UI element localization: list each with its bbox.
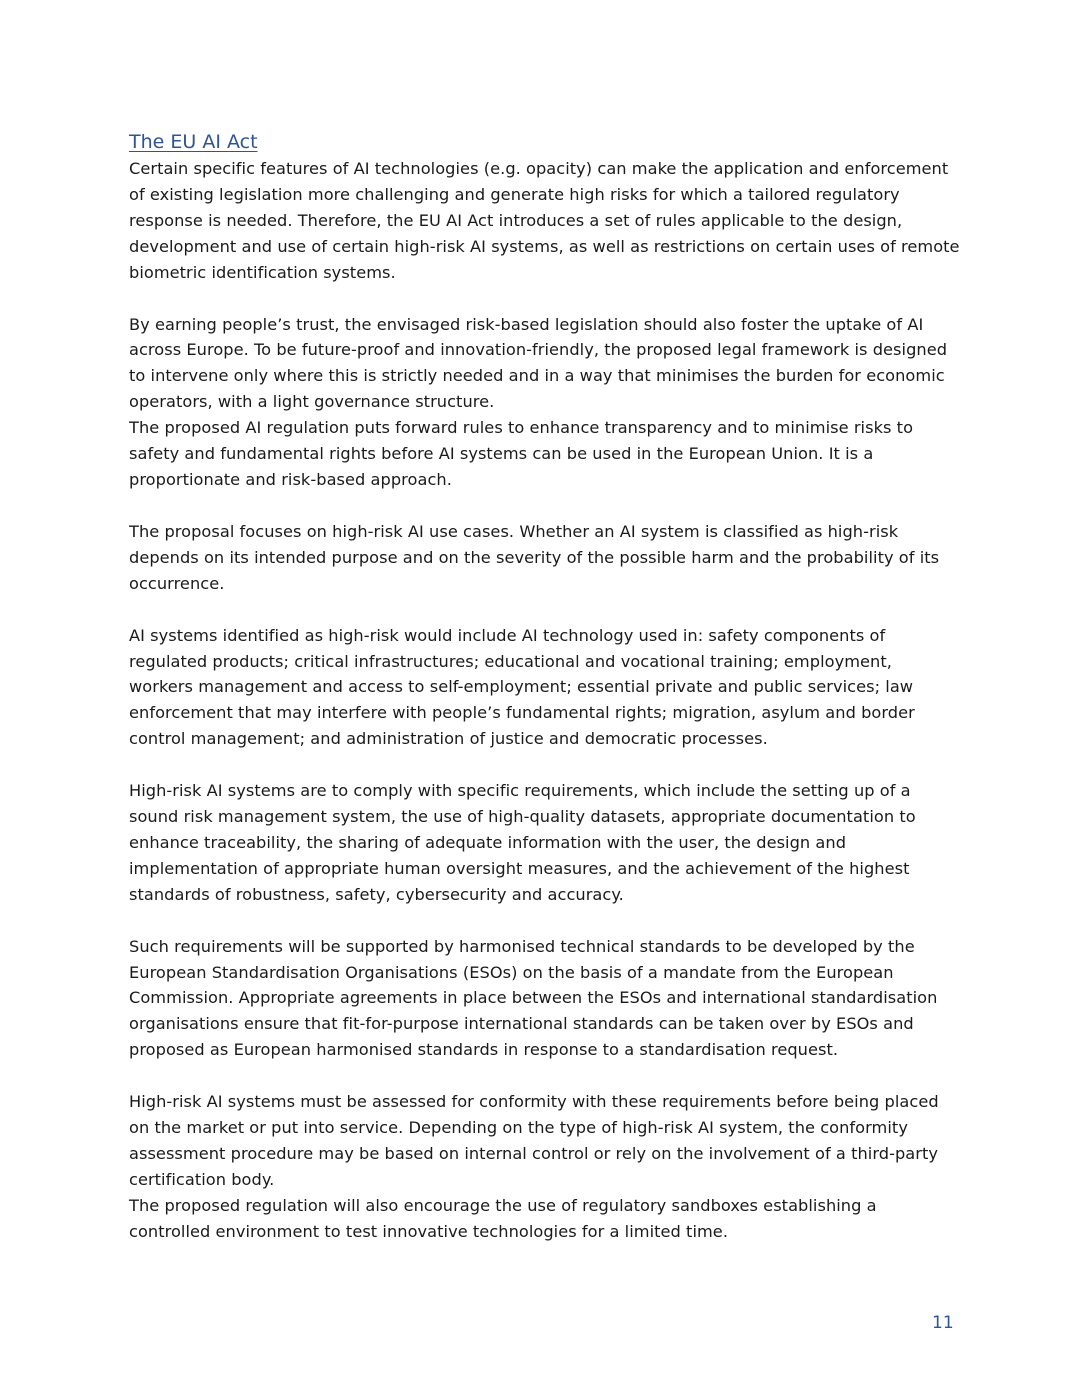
paragraph-group: [129, 778, 961, 908]
paragraph: The proposal focuses on high-risk AI use cases. Whether an AI system is classified as high-risk depends on its intended purpose and on the severity of the possible harm and the probability of its occurrence.: [129, 521, 940, 593]
paragraph-group: [129, 312, 961, 493]
page-content: [129, 128, 961, 1271]
page-number: 11: [932, 1313, 954, 1333]
body-text: [129, 156, 961, 1245]
paragraph: High-risk AI systems are to comply with specific requirements, which include the setting up of a sound risk management system, the use of high-quality datasets, appropriate documentation to enhance traceability, the sharing of adequate information with the user, the design and implementation of appropriate human oversight measures, and the achievement of the highest standards of robustness, safety, cybersecurity and accuracy.: [129, 781, 916, 904]
paragraph-group: [129, 1089, 961, 1244]
paragraph: Certain specific features of AI technologies (e.g. opacity) can make the application and enforcement of existing legislation more challenging and generate high risks for which a tailored regulatory response is needed. Therefore, the EU AI Act introduces a set of rules applicable to the design, development and use of certain high-risk AI systems, as well as restrictions on certain uses of remote biometric identification systems.: [129, 159, 960, 282]
paragraph: The proposed AI regulation puts forward rules to enhance transparency and to minimise risks to safety and fundamental rights before AI systems can be used in the European Union. It is a proportionate and risk-based approach.: [129, 418, 914, 489]
paragraph-group: [129, 156, 961, 286]
paragraph-group: [129, 623, 961, 753]
paragraph: By earning people’s trust, the envisaged risk-based legislation should also foster the uptake of AI across Europe. To be future-proof and innovation-friendly, the proposed legal framework is designed to intervene only where this is strictly needed and in a way that minimises the burden for economic operators, with a light governance structure.: [129, 314, 948, 412]
paragraph: High-risk AI systems must be assessed for conformity with these requirements before being placed on the market or put into service. Depending on the type of high-risk AI system, the conformity assessment procedure may be based on internal control or rely on the involvement of a third-party certification body.: [129, 1092, 939, 1189]
paragraph: AI systems identified as high-risk would include AI technology used in: safety components of regulated products; critical infrastructures; educational and vocational training; employment, workers management and access to self-employment; essential private and public services; law enforcement that may interfere with people’s fundamental rights; migration, asylum and border control management; and administration of justice and democratic processes.: [129, 625, 915, 749]
paragraph-group: [129, 934, 961, 1064]
paragraph: The proposed regulation will also encourage the use of regulatory sandboxes establishing a controlled environment to test innovative technologies for a limited time.: [129, 1195, 877, 1241]
paragraph: Such requirements will be supported by harmonised technical standards to be developed by the European Standardisation Organisations (ESOs) on the basis of a mandate from the European Commission. Appropriate agreements in place between the ESOs and international standardisation organisations ensure that fit-for-purpose international standards can be taken over by ESOs and proposed as European harmonised standards in response to a standardisation request.: [129, 936, 938, 1060]
section-heading-link[interactable]: The EU AI Act: [129, 131, 258, 153]
paragraph-group: [129, 519, 961, 597]
